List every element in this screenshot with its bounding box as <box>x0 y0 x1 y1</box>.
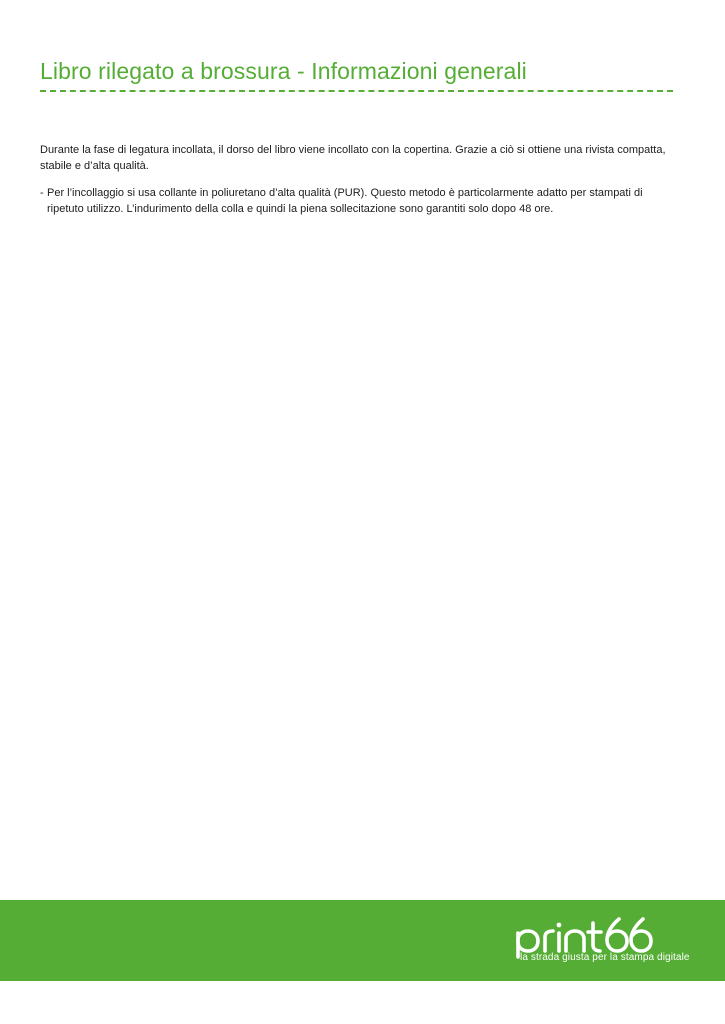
page-title: Libro rilegato a brossura - Informazioni generali <box>40 58 527 84</box>
print66-logo <box>514 913 704 973</box>
bullet-marker: - <box>40 187 44 199</box>
bullet-text: Per l’incollaggio si usa collante in poliuretano d’alta qualità (PUR). Questo metodo è particolarmente adatto per stampati di ripetuto utilizzo. L’indurimento della colla e quindi la piena sollecitazione sono garantiti solo dopo 48 ore. <box>47 187 643 215</box>
bullet-item <box>40 186 680 217</box>
document-body <box>40 143 680 217</box>
logo-tagline: la strada giusta per la stampa digitale <box>520 952 690 963</box>
title-divider <box>40 90 673 92</box>
intro-paragraph: Durante la fase di legatura incollata, il dorso del libro viene incollato con la copertina. Grazie a ciò si ottiene una rivista compatta, stabile e d’alta qualità. <box>40 144 666 172</box>
print66-logo-mark <box>514 913 704 973</box>
